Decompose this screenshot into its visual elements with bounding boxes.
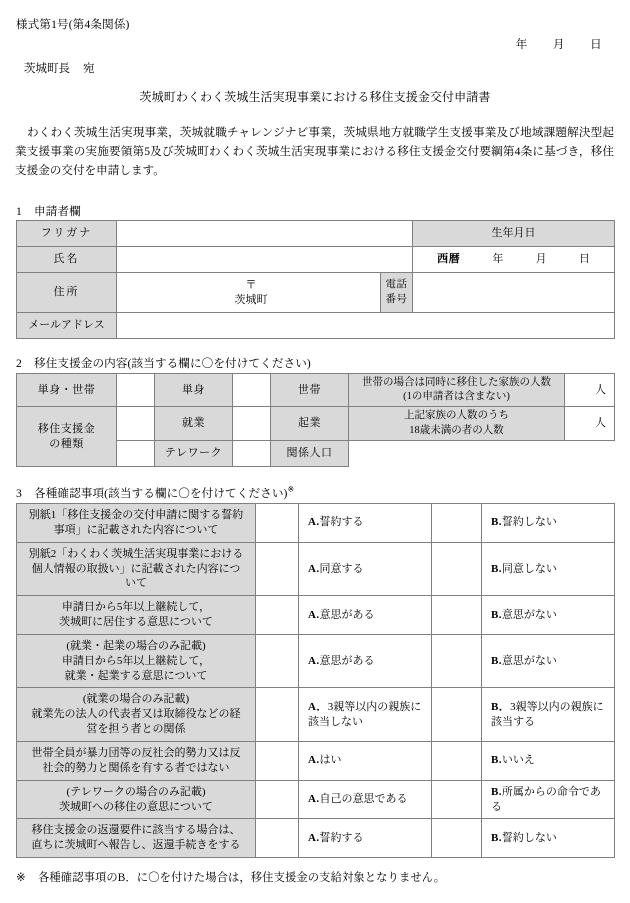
support-type-label — [17, 407, 117, 466]
option-a-mark: A. — [308, 654, 320, 667]
option-telework: テレワーク — [155, 440, 233, 466]
option-b-mark: B. — [491, 754, 502, 767]
option-b-mark: B. — [491, 654, 502, 667]
email-label: メールアドレス — [17, 313, 117, 339]
circle-cell-a-6[interactable] — [256, 741, 299, 780]
option-a-7 — [299, 780, 432, 819]
option-a-mark: A. — [308, 608, 320, 621]
table-row — [17, 596, 615, 635]
section2-heading — [16, 355, 311, 371]
minor-count-unit: 人 — [595, 417, 606, 430]
option-b-text: 誓約しない — [501, 516, 557, 529]
circle-cell-a-4[interactable] — [256, 634, 299, 688]
question-line: いて — [125, 577, 147, 590]
circle-cell-b-1[interactable] — [432, 504, 482, 543]
birthdate-year-label: 年 — [492, 253, 504, 266]
section1-number: 1 — [16, 205, 22, 218]
footnote — [16, 869, 445, 885]
applicant-table — [16, 220, 615, 339]
household-type-label: 単身・世帯 — [17, 374, 117, 407]
address-input[interactable] — [117, 273, 381, 313]
circle-cell-a-8[interactable] — [256, 819, 299, 858]
option-a-mark: A. — [308, 793, 320, 806]
spacer-cell-1 — [349, 440, 565, 466]
question-line: 世帯全員が暴力団等の反社会的勢力又は反 — [31, 746, 241, 759]
table-row — [17, 780, 615, 819]
option-a-4 — [299, 634, 432, 688]
question-line: 別紙2「わくわく茨城生活実現事業における — [28, 547, 244, 560]
question-line: 個人情報の取扱い」に記載された内容につ — [31, 562, 241, 575]
option-a-text: 誓約する — [319, 831, 364, 844]
option-b-5 — [482, 688, 615, 742]
option-b-3 — [482, 596, 615, 635]
circle-cell-a-2[interactable] — [256, 542, 299, 596]
option-b-text: 誓約しない — [501, 831, 557, 844]
minor-count-note-line2: 18歳未満の者の人数 — [409, 424, 504, 436]
addressee-suffix: 宛 — [83, 63, 95, 75]
table-row — [17, 542, 615, 596]
option-a-5 — [299, 688, 432, 742]
confirmation-question-8 — [17, 819, 256, 858]
support-type-label-line2: の種類 — [49, 437, 84, 450]
table-row — [17, 504, 615, 543]
option-b-8 — [482, 819, 615, 858]
confirmation-question-6 — [17, 741, 256, 780]
table-row — [17, 741, 615, 780]
table-row-furigana — [17, 221, 615, 247]
circle-cell-b-2[interactable] — [432, 542, 482, 596]
question-line: 営を担う者との関係 — [86, 723, 186, 736]
circle-cell-startup[interactable] — [233, 407, 271, 440]
addressee-name: 茨城町長 — [24, 63, 70, 75]
circle-cell-b-6[interactable] — [432, 741, 482, 780]
minor-count-input[interactable] — [565, 407, 615, 440]
section3-title: 各種確認事項(該当する欄に〇を付けてください) — [34, 487, 288, 500]
confirmation-table — [16, 503, 615, 858]
circle-cell-a-5[interactable] — [256, 688, 299, 742]
circle-cell-b-7[interactable] — [432, 780, 482, 819]
option-single: 単身 — [155, 374, 233, 407]
option-b-mark: B． — [491, 700, 511, 713]
option-b-mark: B. — [491, 516, 502, 529]
option-b-mark: B. — [491, 608, 502, 621]
question-line: (就業の場合のみ記載) — [82, 693, 190, 706]
family-count-input[interactable] — [565, 374, 615, 407]
circle-cell-household[interactable] — [233, 374, 271, 407]
circle-cell-b-4[interactable] — [432, 634, 482, 688]
option-startup: 起業 — [271, 407, 349, 440]
table-row-address — [17, 273, 615, 313]
circle-cell-related-population[interactable] — [233, 440, 271, 466]
section2-title: 移住支援金の内容(該当する欄に〇を付けてください) — [34, 357, 311, 370]
question-line: 申請日から5年以上継続して， — [61, 654, 211, 667]
furigana-input[interactable] — [117, 221, 413, 247]
date-year-label: 年 — [515, 39, 528, 51]
birthdate-month-label: 月 — [535, 253, 547, 266]
footnote-mark: ※ — [16, 872, 26, 884]
option-b-text: 所属からの命令である — [491, 785, 601, 813]
option-a-text: 誓約する — [319, 516, 364, 529]
circle-cell-b-8[interactable] — [432, 819, 482, 858]
option-b-text: 意思がない — [501, 654, 557, 667]
birthdate-era-label: 西暦 — [437, 253, 461, 266]
confirmation-question-2 — [17, 542, 256, 596]
option-a-text: 意思がある — [319, 608, 375, 621]
family-count-note-line1: 世帯の場合は同時に移住した家族の人数 — [362, 377, 551, 388]
question-line: 就業先の法人の代表者又は取締役などの経 — [31, 708, 241, 721]
question-line: 茨城町に居住する意思について — [59, 616, 213, 629]
table-row — [17, 819, 615, 858]
option-a-8 — [299, 819, 432, 858]
option-b-mark: B. — [491, 785, 502, 798]
circle-cell-employment[interactable] — [117, 407, 155, 440]
section1-heading — [16, 203, 81, 219]
minor-count-note-line1: 上記家族の人数のうち — [404, 410, 509, 422]
question-line: 社会的勢力と関係を有する者ではない — [42, 761, 230, 774]
birthdate-label: 生年月日 — [413, 221, 615, 247]
document-title: 茨城町わくわく茨城生活実現事業における移住支援金交付申請書 — [139, 90, 491, 104]
name-label: 氏名 — [17, 247, 117, 273]
table-row-name — [17, 247, 615, 273]
option-a-1 — [299, 504, 432, 543]
footnote-text: 各種確認事項のB．に〇を付けた場合は，移住支援金の支給対象となりません。 — [38, 872, 446, 884]
section1-title: 申請者欄 — [34, 205, 81, 218]
option-b-4 — [482, 634, 615, 688]
date-month-label: 月 — [552, 39, 565, 51]
option-a-mark: A. — [308, 516, 320, 529]
option-b-7 — [482, 780, 615, 819]
intro-paragraph: わくわく茨城生活実現事業，茨城就職チャレンジナビ事業，茨城県地方就職学生支援事業及び地域課題解決型起業支援事業の実施要領第5及び茨城町わくわく茨城生活実現事業における移住支援金交付要綱第4条に基づき，移住支援金の交付を申請します。 — [15, 126, 614, 177]
option-related-population: 関係人口 — [271, 440, 349, 466]
option-a-mark: A. — [308, 831, 320, 844]
date-day-label: 日 — [590, 39, 602, 51]
option-a-text: 3親等以内の親族に該当しない — [308, 700, 422, 728]
option-a-text: 自己の意思である — [319, 793, 408, 806]
support-content-table — [16, 373, 615, 467]
question-line: 就業・起業する意思について — [64, 669, 208, 682]
family-count-unit: 人 — [595, 383, 606, 396]
support-type-label-line1: 移住支援金 — [37, 422, 96, 435]
option-b-mark: B. — [491, 562, 502, 575]
section3-asterisk: ※ — [287, 485, 295, 495]
table-row — [17, 688, 615, 742]
furigana-label: フリガナ — [17, 221, 117, 247]
option-b-text: 3親等以内の親族に該当する — [491, 700, 604, 728]
confirmation-question-7 — [17, 780, 256, 819]
question-line: 移住支援金の返還要件に該当する場合は、 — [31, 824, 241, 837]
birthdate-fields[interactable] — [413, 247, 615, 273]
circle-cell-b-3[interactable] — [432, 596, 482, 635]
postal-mark: 〒 — [245, 278, 257, 291]
address-prefill: 茨城町 — [234, 293, 268, 306]
question-line: 申請日から5年以上継続して， — [61, 601, 211, 614]
section2-number: 2 — [16, 357, 22, 370]
tel-label-line2: 番号 — [385, 293, 408, 305]
email-input[interactable] — [117, 313, 615, 339]
option-a-3 — [299, 596, 432, 635]
option-employment: 就業 — [155, 407, 233, 440]
address-label: 住所 — [17, 273, 117, 313]
option-a-2 — [299, 542, 432, 596]
family-count-note — [349, 374, 565, 407]
question-line: 別紙1「移住支援金の交付申請に関する誓約 — [28, 509, 244, 521]
table-row-email — [17, 313, 615, 339]
option-a-mark: A. — [308, 754, 320, 767]
option-a-text: 同意する — [319, 562, 364, 575]
section3-heading — [16, 485, 294, 501]
option-b-text: 同意しない — [501, 562, 557, 575]
name-input[interactable] — [117, 247, 413, 273]
tel-input[interactable] — [413, 273, 615, 313]
option-a-6 — [299, 741, 432, 780]
option-b-1 — [482, 504, 615, 543]
birthdate-day-label: 日 — [578, 253, 590, 266]
form-code: 様式第1号(第4条関係) — [16, 19, 130, 31]
spacer-cell-2 — [565, 440, 615, 466]
circle-cell-a-3[interactable] — [256, 596, 299, 635]
circle-cell-single[interactable] — [117, 374, 155, 407]
tel-label-line1: 電話 — [385, 279, 408, 291]
circle-cell-a-1[interactable] — [256, 504, 299, 543]
minor-count-note — [349, 407, 565, 440]
section3-number: 3 — [16, 487, 22, 500]
question-line: (テレワークの場合のみ記載) — [66, 785, 206, 798]
confirmation-question-3 — [17, 596, 256, 635]
option-a-mark: A. — [308, 562, 320, 575]
tel-label — [381, 273, 413, 313]
question-line: 事項」に記載された内容について — [53, 523, 219, 536]
option-a-mark: A． — [308, 700, 328, 713]
option-b-6 — [482, 741, 615, 780]
question-line: 直ちに茨城町へ報告し、返還手続きをする — [31, 839, 241, 852]
option-b-text: 意思がない — [501, 608, 557, 621]
circle-cell-b-5[interactable] — [432, 688, 482, 742]
option-b-2 — [482, 542, 615, 596]
question-line: 茨城町への移住の意思について — [59, 800, 213, 813]
addressee — [24, 60, 95, 76]
question-line: (就業・起業の場合のみ記載) — [66, 639, 206, 652]
table-row-support-type-1 — [17, 407, 615, 440]
option-household: 世帯 — [271, 374, 349, 407]
confirmation-question-5 — [17, 688, 256, 742]
option-b-text: いいえ — [501, 754, 535, 767]
option-a-text: はい — [319, 754, 342, 767]
confirmation-question-1 — [17, 504, 256, 543]
confirmation-question-4 — [17, 634, 256, 688]
date-line — [505, 36, 613, 52]
table-row-household-type — [17, 374, 615, 407]
circle-cell-telework[interactable] — [117, 440, 155, 466]
table-row — [17, 634, 615, 688]
option-b-mark: B. — [491, 831, 502, 844]
family-count-note-line2: (1の申請者は含まない) — [403, 391, 510, 403]
circle-cell-a-7[interactable] — [256, 780, 299, 819]
option-a-text: 意思がある — [319, 654, 375, 667]
